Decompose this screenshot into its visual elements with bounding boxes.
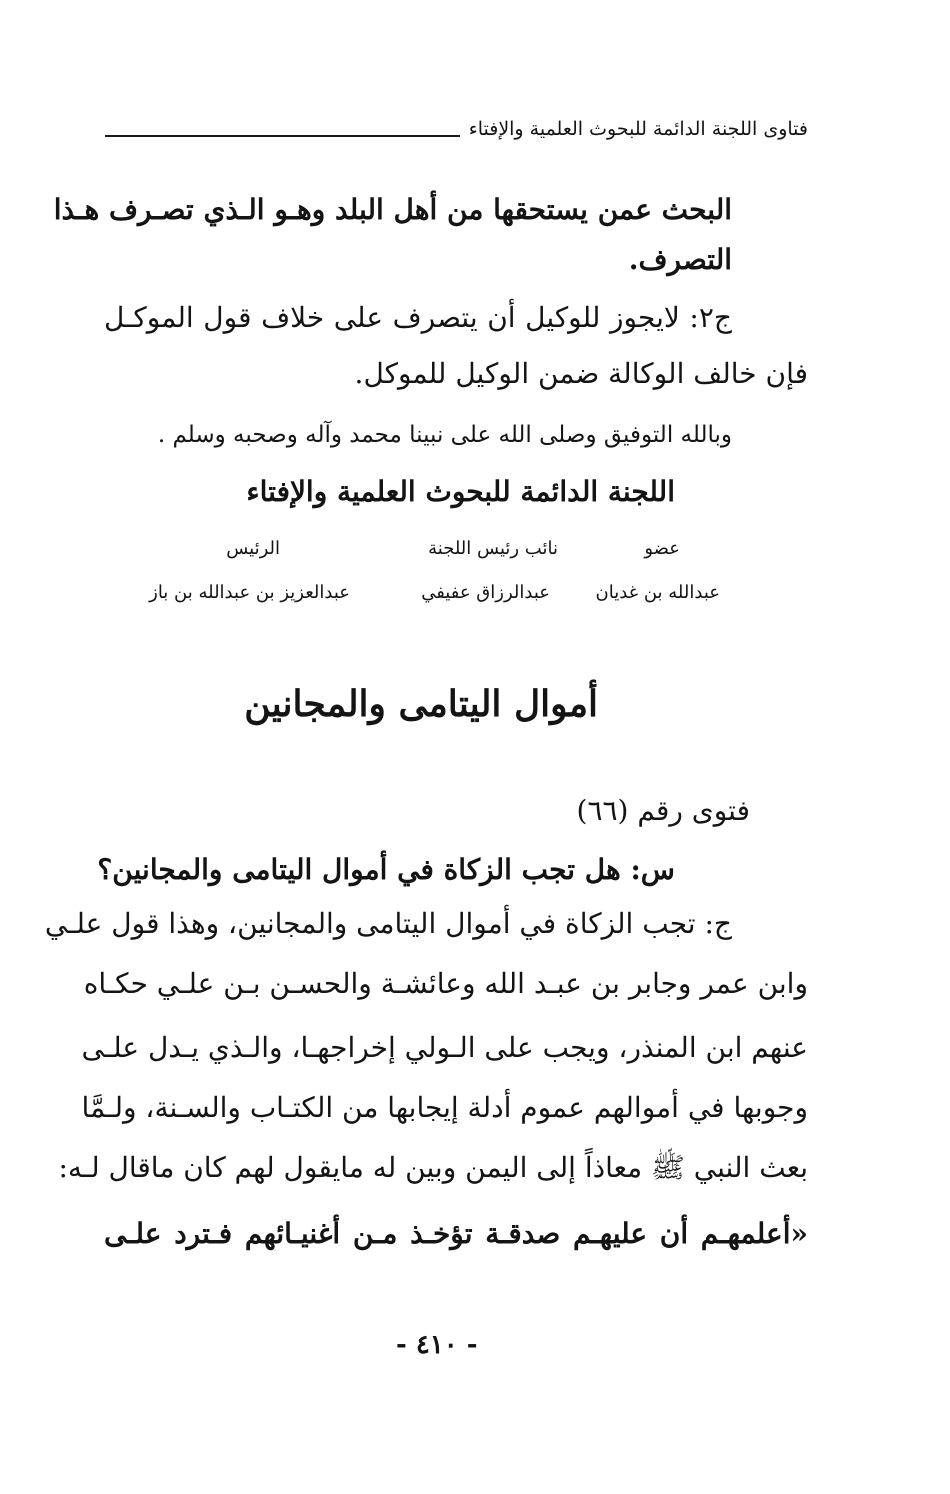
signature-name-member: عبدالله بن غديان [595, 582, 720, 603]
header-rule [105, 135, 460, 137]
closing-formula: وبالله التوفيق وصلى الله على نبينا محمد وآله وصحبه وسلم . [157, 422, 732, 448]
answer-2-line-1: ج٢: لايجوز للوكيل أن يتصرف على خلاف قول الموكـل [104, 301, 732, 334]
signature-name-deputy: عبدالرزاق عفيفي [421, 582, 550, 603]
fatwa-number: فتوى رقم (٦٦) [576, 794, 750, 827]
signature-role-member: عضو [644, 538, 680, 559]
signature-name-chair: عبدالعزيز بن عبدالله بن باز [149, 582, 350, 603]
page-number: - ٤١٠ - [396, 1330, 478, 1360]
running-header-title: فتاوى اللجنة الدائمة للبحوث العلمية والإفتاء [468, 118, 808, 140]
section-heading: أموال اليتامى والمجانين [244, 683, 598, 725]
continued-text-line-1: البحث عمن يستحقها من أهل البلد وهـو الـذي تصـرف هـذا [53, 193, 732, 226]
fatwa-answer-line: ج: تجب الزكاة في أموال اليتامى والمجانين، وهذا قول علـي [44, 907, 732, 940]
continued-text-line-2: التصرف. [628, 243, 732, 276]
fatwa-question: س: هل تجب الزكاة في أموال اليتامى والمجانين؟ [97, 853, 675, 886]
fatwa-answer-line: «أعلمهـم أن عليهـم صدقـة تؤخـذ مـن أغنيـائهم فـترد علـى [104, 1217, 808, 1250]
fatwa-answer-line: وجوبها في أموالهم عموم أدلة إيجابها من الكتـاب والسـنة، ولـمَّا [81, 1091, 808, 1124]
committee-name: اللجنة الدائمة للبحوث العلمية والإفتاء [246, 475, 675, 508]
signature-role-chair: الرئيس [226, 538, 280, 559]
fatwa-answer-line: وابن عمر وجابر بن عبـد الله وعائشـة والحسـن بـن علـي حكـاه [83, 967, 808, 1000]
answer-2-line-2: فإن خالف الوكالة ضمن الوكيل للموكل. [354, 357, 808, 390]
fatwa-answer-line: بعث النبي ﷺ معاذاً إلى اليمن وبين له مايقول لهم كان ماقال لـه: [58, 1151, 808, 1184]
signature-role-deputy: نائب رئيس اللجنة [428, 538, 558, 559]
fatwa-answer-line: عنهم ابن المنذر، ويجب على الـولي إخراجهـا، والـذي يـدل علـى [81, 1031, 808, 1064]
